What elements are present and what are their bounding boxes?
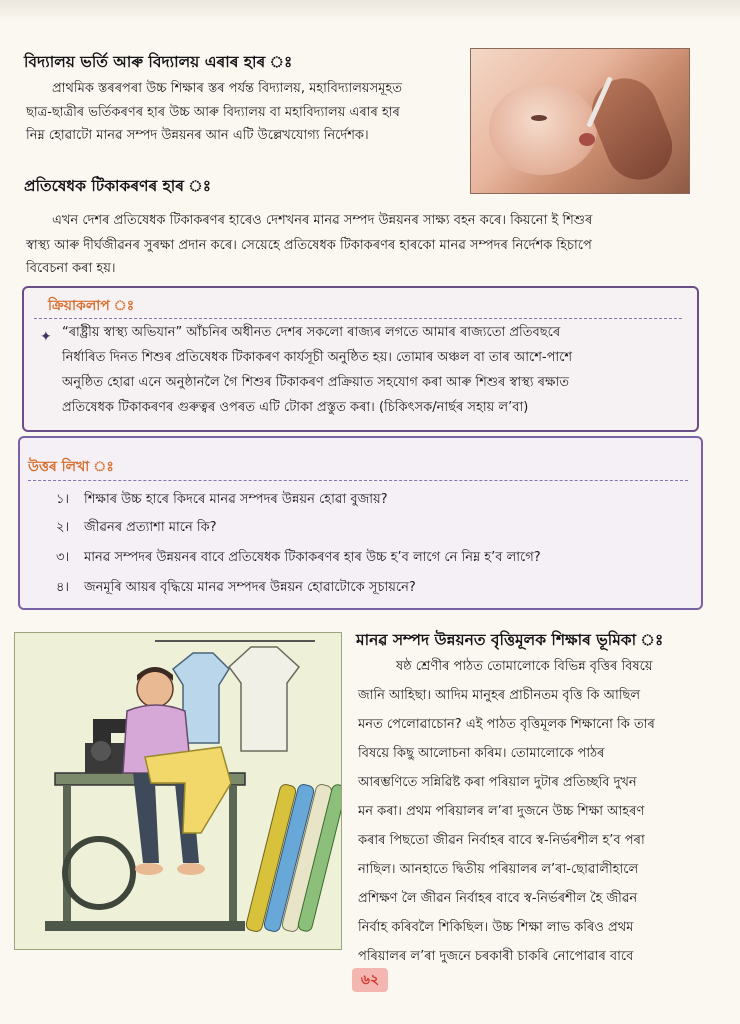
activity-line-2: নিৰ্ধাৰিত দিনত শিশুৰ প্ৰতিষেধক টিকাকৰণ কাৰ্যসূচী অনুষ্ঠিত হয়। তোমাৰ অঞ্চল বা তাৰ আশে-পাশে (62, 350, 573, 365)
activity-line-1: “ৰাষ্ট্ৰীয় স্বাস্থ্য অভিযান” আঁচনিৰ অধীনত দেশৰ সকলো ৰাজ্যৰ লগতে আমাৰ ৰাজ্যতো প্ৰতিবছৰে (62, 325, 561, 340)
question-2: জীৱনৰ প্ৰত্যাশা মানে কি? (84, 520, 217, 535)
question-number-2: ২। (56, 520, 70, 535)
immunization-line-1: এখন দেশৰ প্ৰতিষেধক টিকাকৰণৰ হাৰেও দেশখনৰ মানৱ সম্পদ উন্নয়নৰ সাক্ষ্য বহন কৰে। কিয়নো ই শিশুৰ (52, 213, 593, 228)
activity-title: ক্ৰিয়াকলাপ ঃ (48, 298, 135, 314)
child-face (489, 83, 597, 175)
immunization-rate-heading: প্ৰতিষেধক টিকাকৰণৰ হাৰ ঃ (24, 177, 212, 195)
page-number: ৬২ (352, 968, 388, 992)
vocational-line-11: পৰিয়ালৰ ল’ৰা দুজনে চৰকাৰী চাকৰি নোপোৱাৰ বাবে (358, 949, 634, 964)
question-number-3: ৩। (56, 550, 70, 565)
dropper-hand (582, 68, 682, 189)
answer-title: উত্তৰ লিখা ঃ (28, 459, 114, 475)
question-number-1: ১। (56, 492, 70, 507)
answer-divider (28, 480, 688, 481)
question-1: শিক্ষাৰ উচ্চ হাৰে কিদৰে মানৱ সম্পদৰ উন্নয়ন হোৱা বুজায়? (84, 492, 388, 507)
activity-line-4: প্ৰতিষেধক টিকাকৰণৰ গুৰুত্বৰ ওপৰত এটি টোকা প্ৰস্তুত কৰা। (চিকিৎসক/নাৰ্ছৰ সহায় ল’বা) (62, 400, 529, 415)
vocational-line-8: নাছিল। আনহাতে দ্বিতীয় পৰিয়ালৰ ল’ৰা-ছোৱালীহালে (358, 862, 639, 877)
child-mouth (579, 133, 595, 146)
enrolment-rate-heading: বিদ্যালয় ভৰ্তি আৰু বিদ্যালয় এৰাৰ হাৰ ঃ (24, 53, 293, 71)
immunization-line-2: স্বাস্থ্য আৰু দীৰ্ঘজীৱনৰ সুৰক্ষা প্ৰদান কৰে। সেয়েহে প্ৰতিষেধক টিকাকৰণৰ হাৰকো মানৱ সম্পদৰ নিৰ্দেশক হিচাপে (26, 238, 592, 253)
vaccination-photo (470, 48, 690, 194)
vocational-line-3: মনত পেলোৱাচোন? এই পাঠত বৃত্তিমূলক শিক্ষানো কি তাৰ (358, 717, 655, 732)
enrolment-line-3: নিম্ন হোৱাটো মানৱ সম্পদ উন্নয়নৰ আন এটি উল্লেখযোগ্য নিৰ্দেশক। (26, 128, 369, 143)
vocational-line-5: আৰম্ভণিতে সন্নিৱিষ্ট কৰা পৰিয়াল দুটাৰ প্ৰতিচ্ছবি দুখন (358, 775, 637, 790)
immunization-line-3: বিবেচনা কৰা হয়। (26, 261, 116, 276)
child-eye (531, 115, 547, 121)
enrolment-line-2: ছাত্ৰ-ছাত্ৰীৰ ভৰ্তিকৰণৰ হাৰ উচ্চ আৰু বিদ্যালয় বা মহাবিদ্যালয় এৰাৰ হাৰ (26, 105, 400, 120)
tailor-illustration (14, 632, 342, 950)
bullet-star-icon: ✦ (40, 329, 52, 345)
vocational-education-heading: মানৱ সম্পদ উন্নয়নত বৃত্তিমূলক শিক্ষাৰ ভূমিকা ঃ (356, 631, 664, 649)
vocational-line-7: কৰাৰ পিছতো জীৱন নিৰ্বাহৰ বাবে স্ব-নিৰ্ভৰশীল হ’ব পৰা (358, 833, 645, 848)
vocational-line-9: প্ৰশিক্ষণ লৈ জীৱন নিৰ্বাহৰ বাবে স্ব-নিৰ্ভৰশীল হৈ জীৱন (358, 891, 638, 906)
activity-divider (34, 318, 682, 319)
enrolment-line-1: প্ৰাথমিক স্তৰৰপৰা উচ্চ শিক্ষাৰ স্তৰ পৰ্যন্ত বিদ্যালয়, মহাবিদ্যালয়সমূহত (52, 81, 402, 96)
page-top-edge (0, 0, 740, 22)
question-number-4: ৪। (56, 580, 70, 595)
question-4: জনমূৰি আয়ৰ বৃদ্ধিয়ে মানৱ সম্পদৰ উন্নয়ন হোৱাটোকে সূচায়নে? (84, 580, 416, 595)
vocational-line-4: বিষয়ে কিছু আলোচনা কৰিম। তোমালোকে পাঠৰ (358, 746, 605, 761)
activity-line-3: অনুষ্ঠিত হোৱা এনে অনুষ্ঠানলৈ গৈ শিশুৰ টিকাকৰণ প্ৰক্ৰিয়াত সহযোগ কৰা আৰু শিশুৰ স্বাস্থ্য ৰক্ষাত (62, 375, 569, 390)
tailor-drawing (15, 633, 341, 949)
vocational-line-1: ষষ্ঠ শ্ৰেণীৰ পাঠত তোমালোকে বিভিন্ন বৃত্তিৰ বিষয়ে (396, 659, 653, 674)
vocational-line-10: নিৰ্বাহ কৰিবলৈ শিকিছিল। উচ্চ শিক্ষা লাভ কৰিও প্ৰথম (358, 920, 634, 935)
vocational-line-2: জানি আহিছা। আদিম মানুহৰ প্ৰাচীনতম বৃত্তি কি আছিল (358, 688, 641, 703)
question-3: মানৱ সম্পদৰ উন্নয়নৰ বাবে প্ৰতিষেধক টিকাকৰণৰ হাৰ উচ্চ হ’ব লাগে নে নিম্ন হ’ব লাগে? (84, 550, 541, 565)
vocational-line-6: মন কৰা। প্ৰথম পৰিয়ালৰ ল’ৰা দুজনে উচ্চ শিক্ষা আহৰণ (358, 804, 645, 819)
